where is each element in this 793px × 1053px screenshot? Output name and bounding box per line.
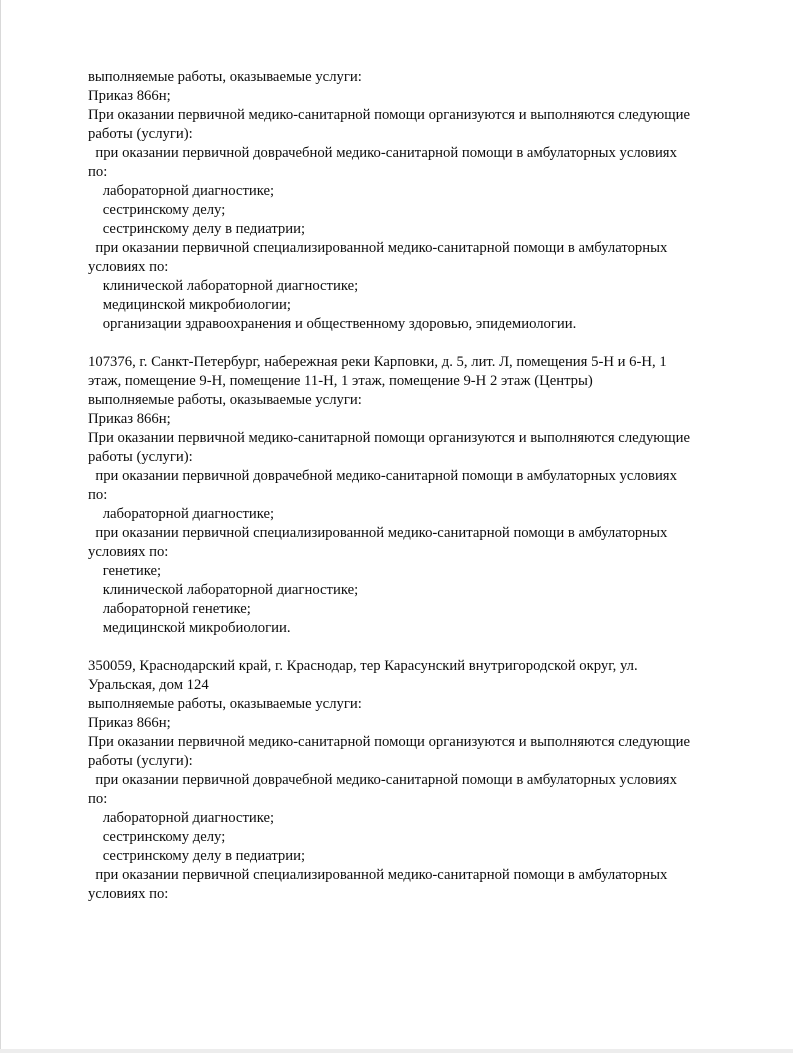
text-line: медицинской микробиологии. (88, 620, 291, 636)
text-line: лабораторной генетике; (88, 601, 251, 617)
text-line: лабораторной диагностике; (88, 506, 275, 522)
text-line: при оказании первичной доврачебной медико-санитарной помощи в амбулаторных условиях (88, 145, 677, 161)
text-line: по: (88, 791, 108, 807)
text-line: выполняемые работы, оказываемые услуги: (88, 696, 362, 712)
text-line: этаж, помещение 9-Н, помещение 11-Н, 1 этаж, помещение 9-Н 2 этаж (Центры) (88, 373, 593, 389)
document-text-content (88, 68, 743, 904)
text-line: при оказании первичной специализированной медико-санитарной помощи в амбулаторных (88, 867, 668, 883)
text-line: Уральская, дом 124 (88, 677, 209, 693)
text-line: работы (услуги): (88, 449, 193, 465)
text-line: клинической лабораторной диагностике; (88, 582, 359, 598)
text-line: лабораторной диагностике; (88, 810, 275, 826)
text-line: по: (88, 487, 108, 503)
text-line: При оказании первичной медико-санитарной помощи организуются и выполняются следующие (88, 107, 690, 123)
text-line: организации здравоохранения и общественному здоровью, эпидемиологии. (88, 316, 577, 332)
text-line: 350059, Краснодарский край, г. Краснодар, тер Карасунский внутригородской округ, ул. (88, 658, 638, 674)
text-line: при оказании первичной специализированной медико-санитарной помощи в амбулаторных (88, 525, 668, 541)
text-line: работы (услуги): (88, 753, 193, 769)
page-left-edge (0, 0, 1, 1053)
text-line: Приказ 866н; (88, 88, 171, 104)
text-line: лабораторной диагностике; (88, 183, 275, 199)
text-line: 107376, г. Санкт-Петербург, набережная реки Карповки, д. 5, лит. Л, помещения 5-Н и 6-Н, 1 (88, 354, 667, 370)
works-services-section-2 (88, 353, 743, 638)
text-line: работы (услуги): (88, 126, 193, 142)
text-line: сестринскому делу; (88, 202, 226, 218)
text-line: сестринскому делу; (88, 829, 226, 845)
text-line: при оказании первичной специализированной медико-санитарной помощи в амбулаторных (88, 240, 668, 256)
text-line: при оказании первичной доврачебной медико-санитарной помощи в амбулаторных условиях (88, 772, 677, 788)
text-line: условиях по: (88, 259, 169, 275)
text-line: по: (88, 164, 108, 180)
text-line: выполняемые работы, оказываемые услуги: (88, 392, 362, 408)
works-services-section-1 (88, 68, 743, 334)
page-bottom-edge (0, 1049, 793, 1053)
text-line: сестринскому делу в педиатрии; (88, 848, 306, 864)
text-line: клинической лабораторной диагностике; (88, 278, 359, 294)
text-line: сестринскому делу в педиатрии; (88, 221, 306, 237)
text-line: условиях по: (88, 544, 169, 560)
text-line: Приказ 866н; (88, 715, 171, 731)
works-services-section-3 (88, 657, 743, 904)
text-line: При оказании первичной медико-санитарной помощи организуются и выполняются следующие (88, 734, 690, 750)
text-line: выполняемые работы, оказываемые услуги: (88, 69, 362, 85)
text-line: Приказ 866н; (88, 411, 171, 427)
text-line: условиях по: (88, 886, 169, 902)
text-line: генетике; (88, 563, 162, 579)
text-line: медицинской микробиологии; (88, 297, 291, 313)
text-line: при оказании первичной доврачебной медико-санитарной помощи в амбулаторных условиях (88, 468, 677, 484)
text-line: При оказании первичной медико-санитарной помощи организуются и выполняются следующие (88, 430, 690, 446)
